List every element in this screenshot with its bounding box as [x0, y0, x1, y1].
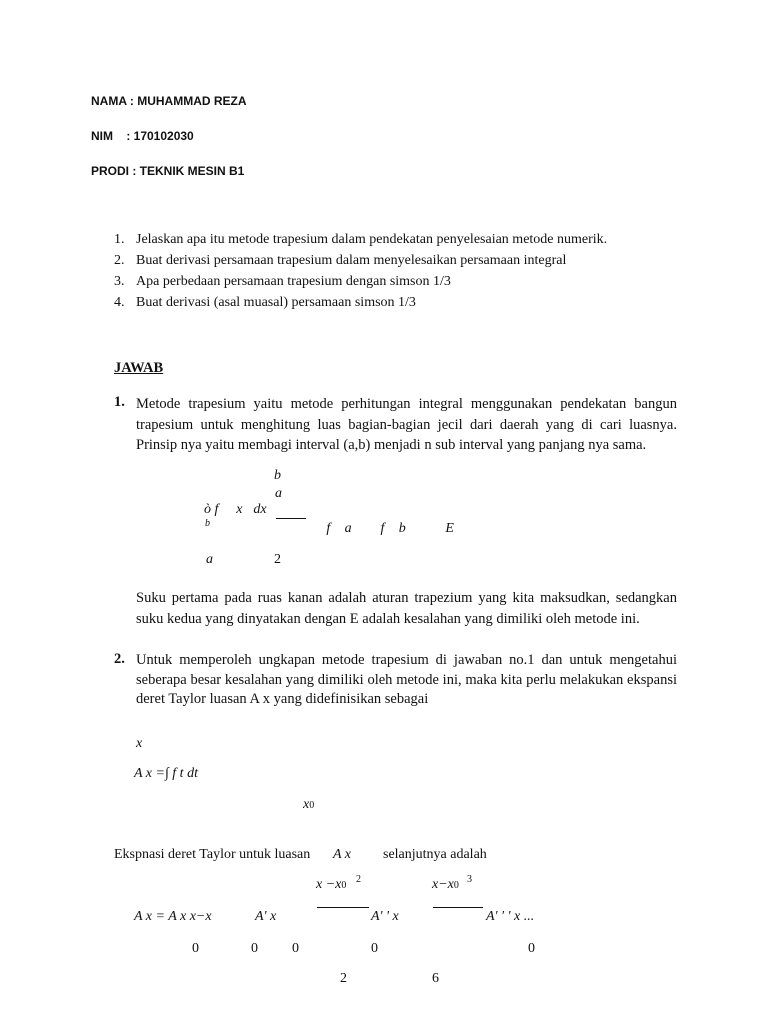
series-denominator-6: 6 — [432, 971, 439, 986]
formula-box-2:   — [218, 521, 229, 536]
formula-rhs:   f  a    f  b     E — [312, 521, 454, 536]
series-fraction-line-3 — [433, 907, 483, 908]
formula-denominator: 2 — [274, 552, 281, 567]
series-term-3: A' ' ' x ... — [486, 909, 535, 924]
jawab-heading: JAWAB — [114, 360, 164, 376]
integral-definition: A x =∫ f t dt — [134, 766, 198, 781]
formula-lower-b: b — [205, 518, 210, 529]
formula-integral: ò f   x dx — [204, 502, 267, 517]
formula-fraction-line — [276, 518, 306, 519]
integral-lower-limit: x0 — [303, 797, 315, 812]
formula-upper-b: b — [274, 468, 281, 483]
student-name: NAMA : MUHAMMAD REZA — [91, 94, 247, 108]
series-lhs: A x = A x x−x — [134, 909, 212, 924]
formula-lower-a: a — [206, 552, 213, 567]
series-numerator-3: x−x0 — [432, 877, 459, 892]
answer-1-paragraph: Metode trapesium yaitu metode perhitungan integral menggunakan pendekatan bangun trapesium untuk menghitung luas bagian-bagian jecil dari daerah yang di cari luasnya. Prinsip nya yaitu membagi interval (a,b) menjadi n sub interval yang panjang nya sama. — [136, 396, 677, 453]
taylor-after: selanjutnya adalah — [383, 847, 487, 862]
answer-1-explanation: Suku pertama pada ruas kanan adalah aturan trapezium yang kita maksudkan, sedangkan suku kedua yang dinyatakan dengan E adalah kesalahan yang dimiliki oleh metode ini. — [136, 590, 677, 627]
answer-2-paragraph: Untuk memperoleh ungkapan metode trapesium di jawaban no.1 dan untuk mengetahui seberapa besar kesalahan yang dimiliki oleh metode ini, maka kita perlu melakukan ekspansi deret Taylor luasan A x yang didefinisikan sebagai — [136, 652, 677, 707]
series-subscript: 0 — [292, 941, 299, 956]
formula-a: a — [275, 486, 282, 501]
series-numerator-2: x −x0 — [316, 877, 347, 892]
integral-upper-limit: x — [136, 736, 143, 751]
series-subscript: 0 — [192, 941, 199, 956]
series-subscript: 0 — [371, 941, 378, 956]
series-term-2: A' ' x — [371, 909, 399, 924]
question-4: 4. Buat derivasi (asal muasal) persamaan simson 1/3 — [114, 295, 416, 310]
answer-1-number: 1. — [114, 394, 125, 410]
taylor-variable: A x — [333, 847, 352, 862]
series-subscript: 0 — [528, 941, 535, 956]
series-fraction-line-2 — [317, 907, 369, 908]
series-denominator-2: 2 — [340, 971, 347, 986]
series-subscript: 0 — [251, 941, 258, 956]
series-exponent-3: 3 — [467, 874, 472, 885]
taylor-intro: Ekspnasi deret Taylor untuk luasan — [114, 847, 311, 862]
student-nim: NIM : 170102030 — [91, 129, 194, 143]
series-term-1: A' x — [255, 909, 277, 924]
series-exponent-2: 2 — [356, 874, 361, 885]
student-prodi: PRODI : TEKNIK MESIN B1 — [91, 164, 245, 178]
question-3: 3. Apa perbedaan persamaan trapesium dengan simson 1/3 — [114, 274, 451, 289]
question-1: 1. Jelaskan apa itu metode trapesium dalam pendekatan penyelesaian metode numerik. — [114, 232, 608, 247]
question-2: 2. Buat derivasi persamaan trapesium dalam menyelesaikan persamaan integral — [114, 253, 567, 268]
formula-box-1:   — [296, 468, 307, 483]
answer-2-number: 2. — [114, 651, 125, 667]
